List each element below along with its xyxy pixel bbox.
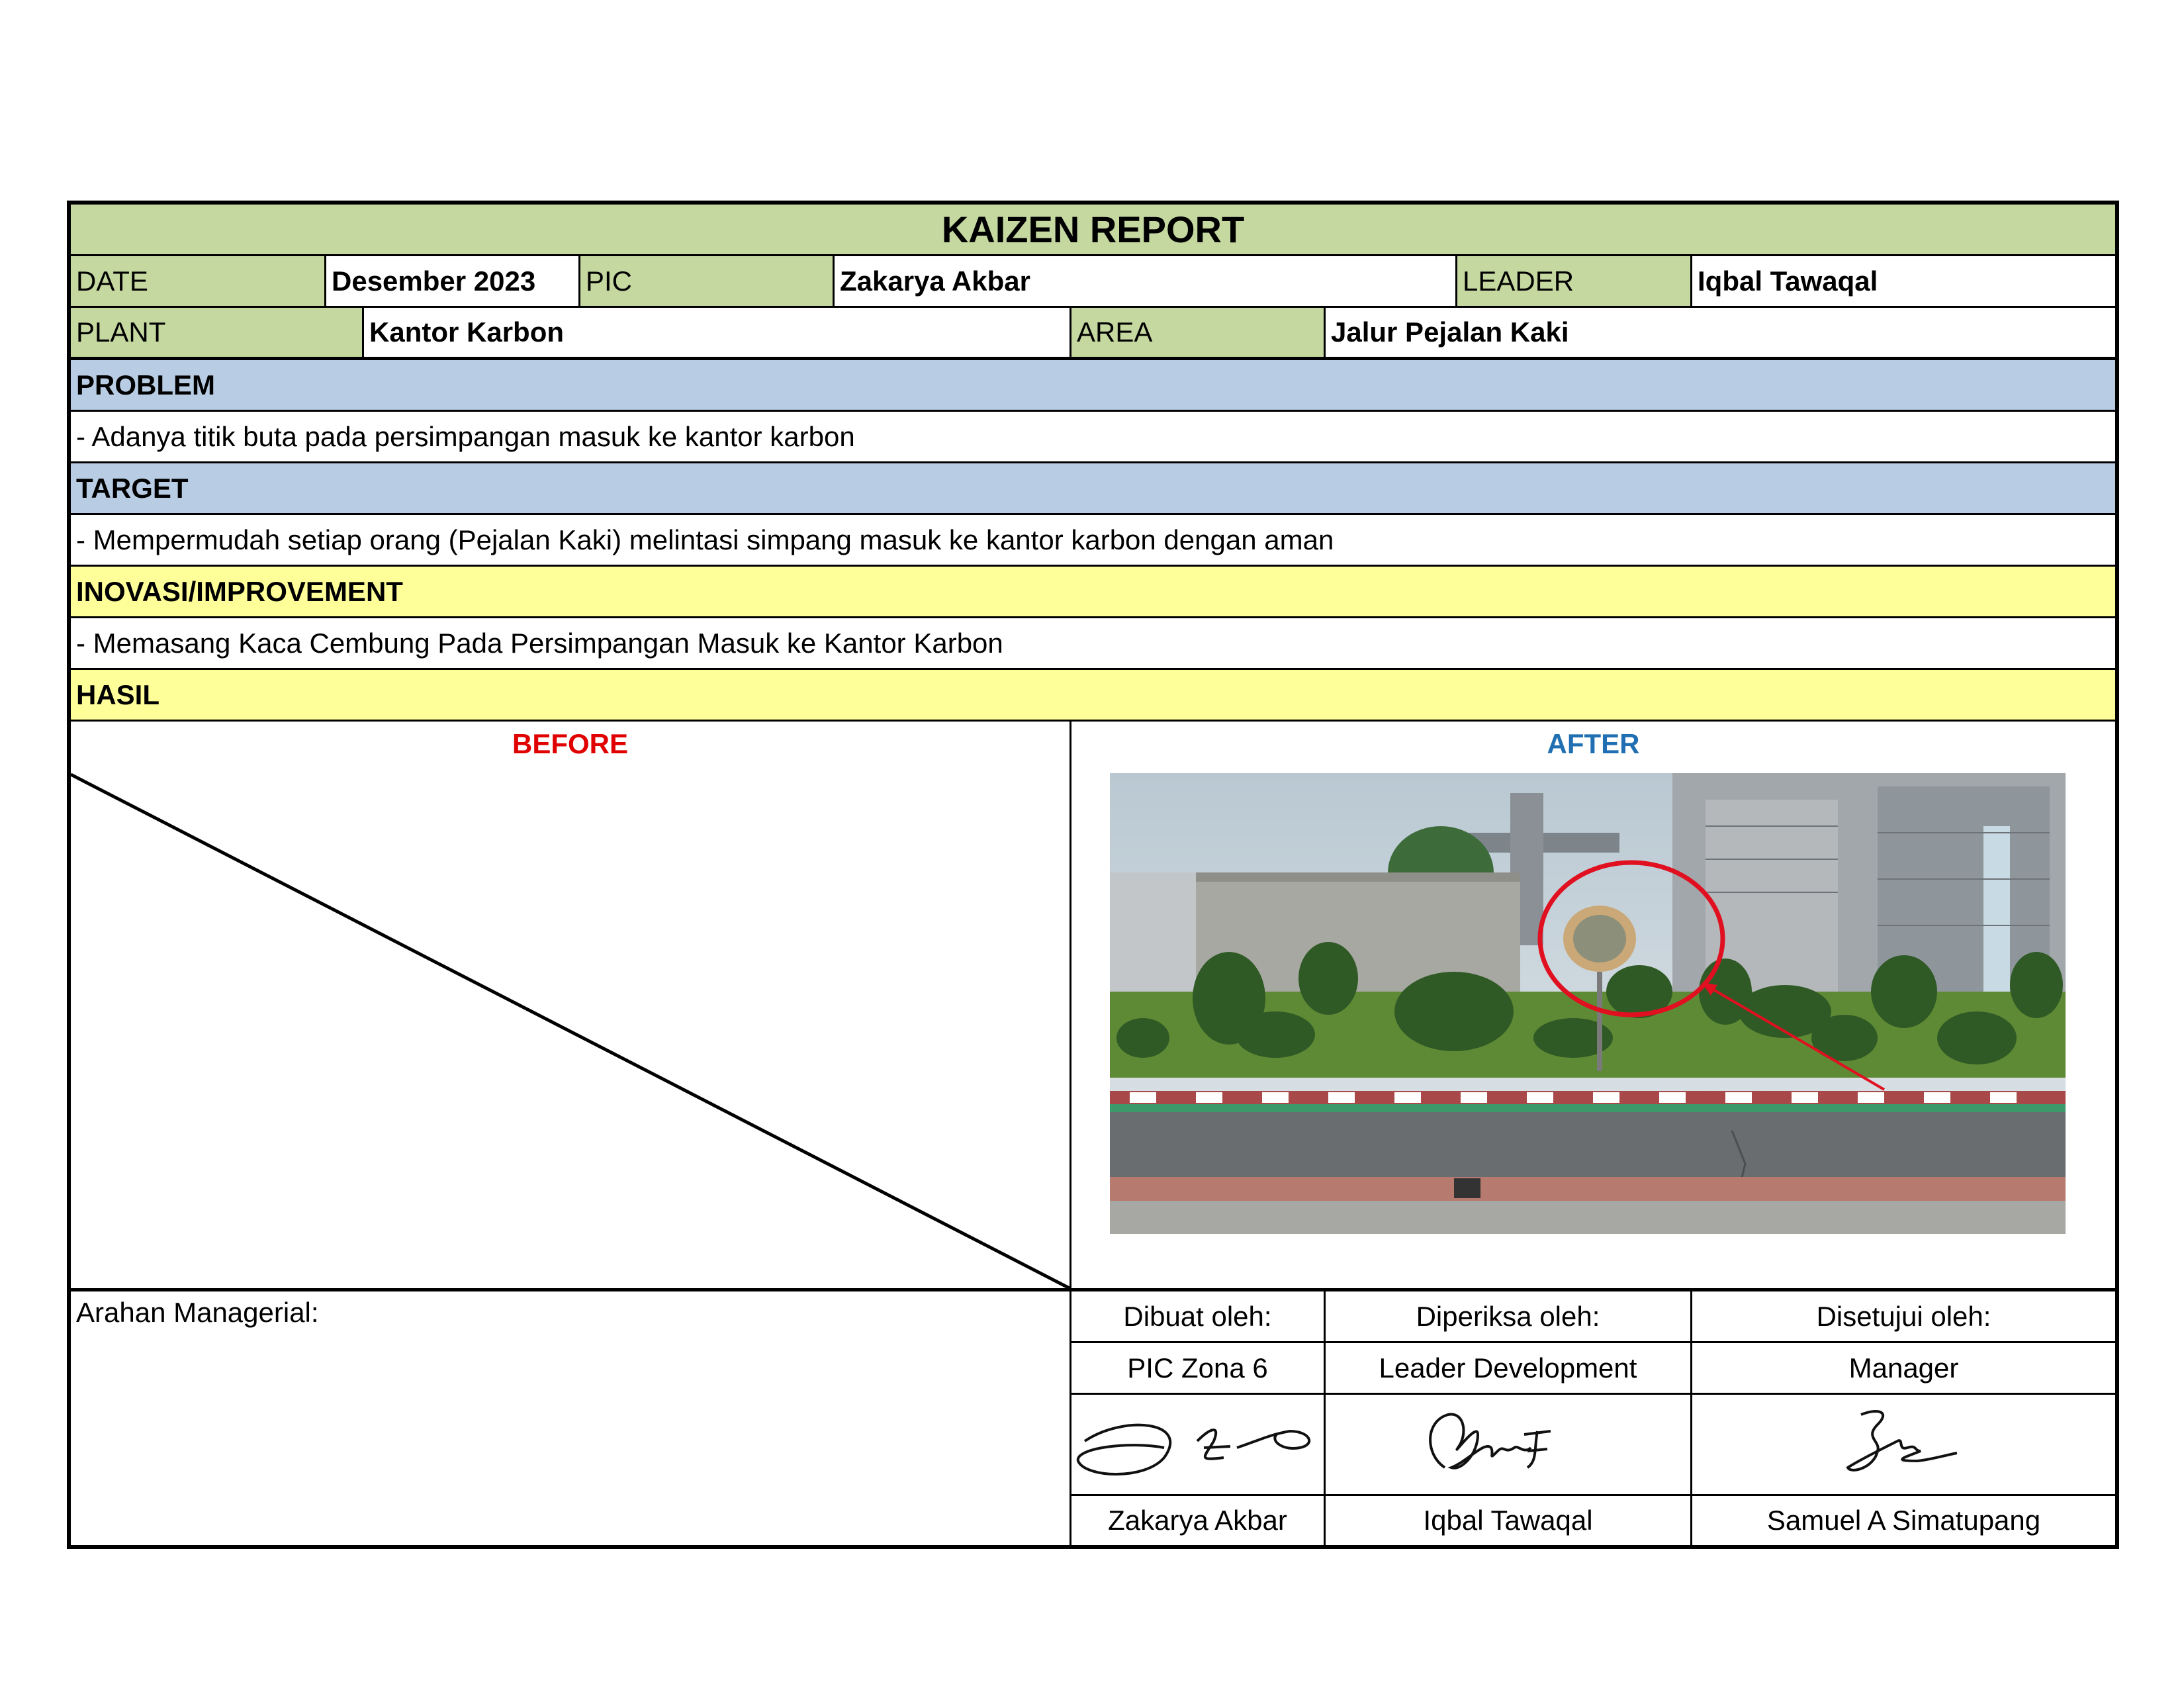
approved-signature-image <box>1692 1395 2116 1494</box>
created-position: PIC Zona 6 <box>1071 1343 1324 1395</box>
signature-column-created <box>1071 1291 1326 1545</box>
created-role-label: Dibuat oleh: <box>1071 1291 1324 1343</box>
before-panel <box>71 722 1071 1288</box>
kaizen-report <box>67 201 2119 1549</box>
plant-value: Kantor Karbon <box>364 308 1071 357</box>
managerial-panel <box>71 1291 1071 1545</box>
report-title: KAIZEN REPORT <box>71 205 2115 254</box>
before-label: BEFORE <box>512 728 628 759</box>
area-label: AREA <box>1071 308 1326 357</box>
checked-name: Iqbal Tawaqal <box>1423 1505 1593 1536</box>
title-row <box>71 205 2115 256</box>
target-header-row <box>71 463 2115 515</box>
after-panel <box>1071 722 2115 1288</box>
pic-label: PIC <box>580 256 835 306</box>
approved-name: Samuel A Simatupang <box>1766 1505 2041 1536</box>
result-header-row <box>71 670 2115 722</box>
improvement-text: - Memasang Kaca Cembung Pada Persimpangan Masuk ke Kantor Karbon <box>76 627 1003 659</box>
date-label: DATE <box>71 256 326 306</box>
target-text: - Mempermudah setiap orang (Pejalan Kaki) melintasi simpang masuk ke kantor karbon dengan aman <box>76 524 1334 555</box>
created-signature-image <box>1071 1395 1324 1494</box>
before-after-row <box>71 722 2115 1291</box>
before-empty-diagonal <box>71 722 1069 1291</box>
signature-column-checked <box>1326 1291 1692 1545</box>
header-row-2 <box>71 308 2115 360</box>
signature-column-approved <box>1692 1291 2115 1545</box>
approved-signature <box>1692 1395 2115 1496</box>
checked-signature <box>1326 1395 1690 1496</box>
leader-value: Iqbal Tawaqal <box>1698 265 1878 297</box>
result-label: HASIL <box>71 670 2115 720</box>
footer-row <box>71 1291 2115 1545</box>
header-row-1 <box>71 256 2115 308</box>
after-photo <box>1110 773 2066 1234</box>
area-value: Jalur Pejalan Kaki <box>1331 316 1569 348</box>
problem-label: PROBLEM <box>71 360 2115 410</box>
pic-value: Zakarya Akbar <box>835 256 1457 306</box>
improvement-label: INOVASI/IMPROVEMENT <box>71 567 2115 616</box>
problem-text-row <box>71 412 2115 463</box>
target-text-row <box>71 515 2115 567</box>
checked-position: Leader Development <box>1326 1343 1690 1395</box>
checked-signature-image <box>1326 1395 1690 1494</box>
leader-label: LEADER <box>1457 256 1692 306</box>
improvement-header-row <box>71 567 2115 618</box>
date-value: Desember 2023 <box>326 256 580 306</box>
improvement-text-row <box>71 618 2115 670</box>
created-name: Zakarya Akbar <box>1108 1505 1287 1536</box>
problem-header-row <box>71 360 2115 412</box>
managerial-label: Arahan Managerial: <box>76 1297 319 1328</box>
target-label: TARGET <box>71 463 2115 513</box>
plant-label: PLANT <box>71 308 364 357</box>
problem-text: - Adanya titik buta pada persimpangan masuk ke kantor karbon <box>76 420 855 452</box>
approved-role-label: Disetujui oleh: <box>1692 1291 2115 1343</box>
checked-role-label: Diperiksa oleh: <box>1326 1291 1690 1343</box>
after-label: AFTER <box>1547 728 1640 759</box>
approved-position: Manager <box>1692 1343 2115 1395</box>
created-signature <box>1071 1395 1324 1496</box>
